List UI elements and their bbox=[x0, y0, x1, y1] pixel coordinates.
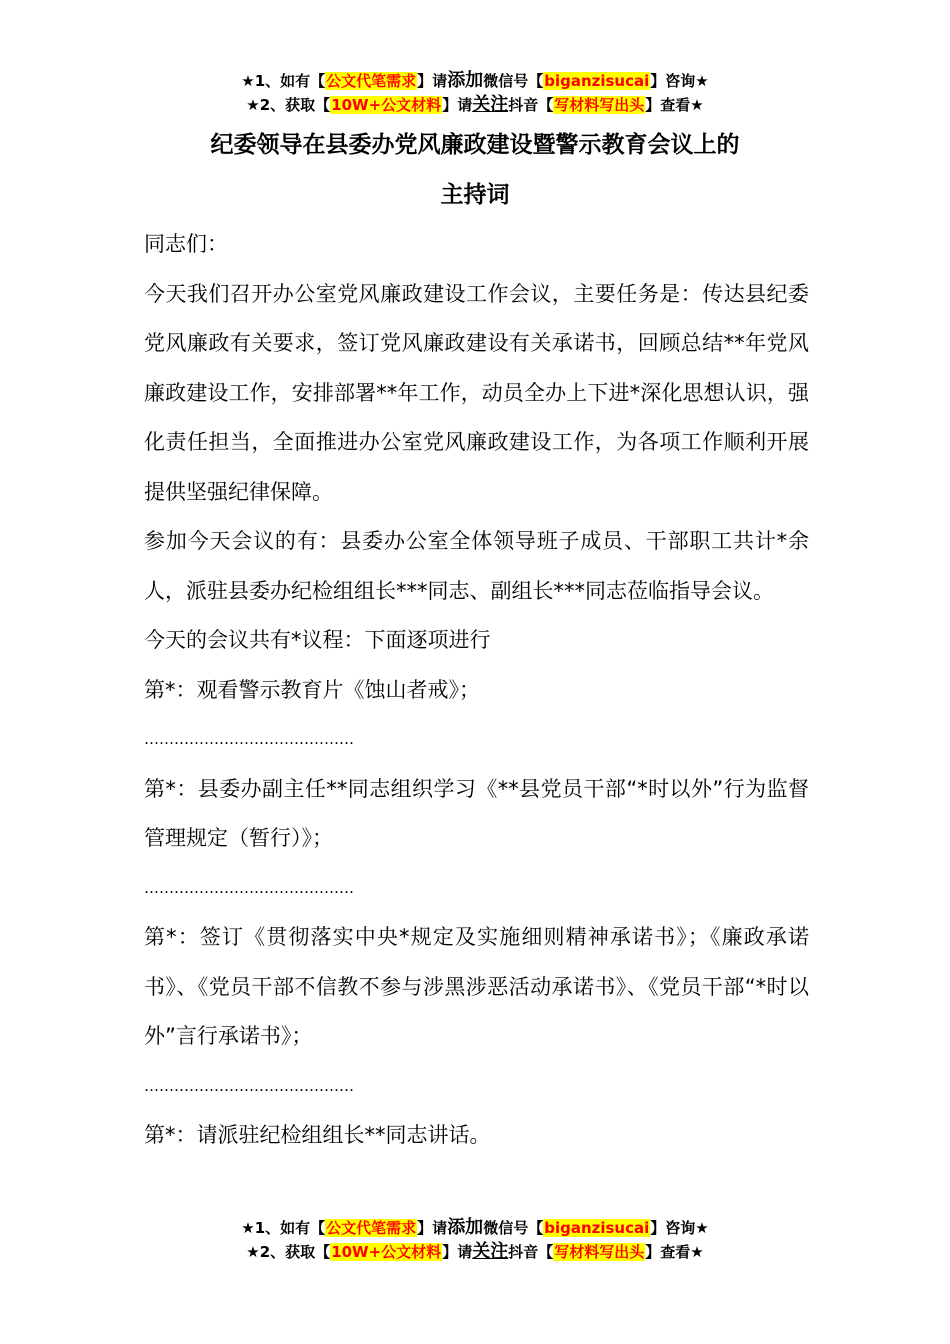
promo-line-2 bbox=[0, 93, 950, 117]
promo-text: 】请 bbox=[417, 72, 448, 90]
promo-text: 微信号【 bbox=[483, 72, 544, 90]
promo-emphasis: 添加 bbox=[447, 70, 484, 91]
promo-wechat-id: biganzisucai bbox=[544, 1219, 650, 1237]
promo-prefix: ★1、如有【 bbox=[241, 1219, 326, 1237]
paragraph-salutation: 同志们： bbox=[144, 232, 228, 256]
ellipsis-divider: …………………………………… bbox=[144, 878, 354, 897]
promo-text: 】请 bbox=[442, 96, 473, 114]
promo-prefix: ★2、获取【 bbox=[246, 96, 331, 114]
promo-emphasis: 添加 bbox=[447, 1217, 484, 1238]
title-line-2: 主持词 bbox=[440, 182, 510, 208]
promo-line-1 bbox=[0, 69, 950, 93]
document-body bbox=[144, 220, 809, 1161]
promo-line-1 bbox=[0, 1216, 950, 1240]
promo-suffix: 】查看★ bbox=[645, 1243, 704, 1261]
paragraph-intro: 今天我们召开办公室党风廉政建设工作会议，主要任务是：传达县纪委党风廉政有关要求，签订党风廉政建设有关承诺书，回顾总结**年党风廉政建设工作，安排部署**年工作，动员全办上下进*深化思想认识，强化责任担当，全面推进办公室党风廉政建设工作，为各项工作顺利开展提供坚强纪律保障。 bbox=[144, 281, 809, 504]
promo-suffix: 】咨询★ bbox=[650, 72, 709, 90]
promo-text: 】请 bbox=[417, 1219, 448, 1237]
promo-wechat-id: biganzisucai bbox=[544, 72, 650, 90]
promo-text: 】请 bbox=[442, 1243, 473, 1261]
promo-douyin-id: 写材料写出头 bbox=[554, 96, 645, 114]
paragraph-agenda: 今天的会议共有*议程：下面逐项进行 bbox=[144, 628, 491, 652]
promo-text: 微信号【 bbox=[483, 1219, 544, 1237]
agenda-item-4: 第*：请派驻纪检组组长**同志讲话。 bbox=[144, 1123, 491, 1147]
promo-prefix: ★2、获取【 bbox=[246, 1243, 331, 1261]
promo-text: 抖音【 bbox=[508, 1243, 554, 1261]
promo-header bbox=[0, 69, 950, 117]
ellipsis-divider: …………………………………… bbox=[144, 730, 354, 748]
agenda-item-2: 第*：县委办副主任**同志组织学习《**县党员干部“*时以外”行为监督管理规定（暂行）》； bbox=[144, 776, 809, 850]
promo-emphasis: 关注 bbox=[472, 1241, 509, 1262]
agenda-item-1: 第*：观看警示教育片《蚀山者戒》； bbox=[144, 677, 480, 702]
promo-text: 抖音【 bbox=[508, 96, 554, 114]
title-line-1: 纪委领导在县委办党风廉政建设暨警示教育会议上的 bbox=[210, 132, 740, 158]
ellipsis-divider: …………………………………… bbox=[144, 1076, 354, 1095]
promo-highlight: 10W+公文材料 bbox=[331, 1243, 442, 1261]
promo-highlight: 公文代笔需求 bbox=[326, 1219, 417, 1237]
agenda-item-3: 第*：签订《贯彻落实中央*规定及实施细则精神承诺书》；《廉政承诺书》、《党员干部不信教不参与涉黑涉恶活动承诺书》、《党员干部“*时以外”言行承诺书》； bbox=[144, 925, 809, 1048]
promo-suffix: 】咨询★ bbox=[650, 1219, 709, 1237]
paragraph-attendees: 参加今天会议的有：县委办公室全体领导班子成员、干部职工共计*余人，派驻县委办纪检组组长***同志、副组长***同志莅临指导会议。 bbox=[144, 529, 809, 603]
promo-emphasis: 关注 bbox=[472, 94, 509, 115]
promo-line-2 bbox=[0, 1240, 950, 1264]
promo-footer bbox=[0, 1216, 950, 1264]
promo-suffix: 】查看★ bbox=[645, 96, 704, 114]
promo-prefix: ★1、如有【 bbox=[241, 72, 326, 90]
promo-douyin-id: 写材料写出头 bbox=[554, 1243, 645, 1261]
promo-highlight: 公文代笔需求 bbox=[326, 72, 417, 90]
document-title bbox=[0, 120, 950, 220]
promo-highlight: 10W+公文材料 bbox=[331, 96, 442, 114]
